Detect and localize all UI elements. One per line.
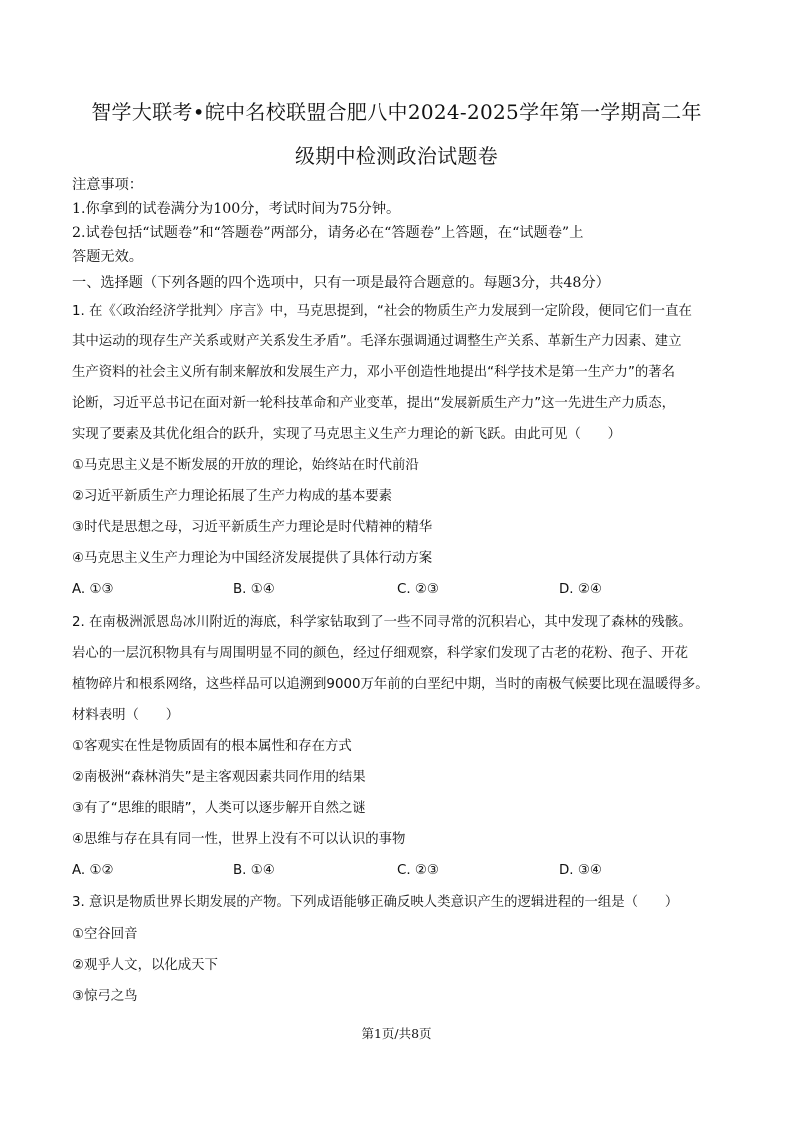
q2-option-b: B. ①④ <box>233 863 275 878</box>
q2-option-a: A. ①② <box>72 863 114 878</box>
q2-stem-line-3: 植物碎片和根系网络，这些样品可以追溯到9000万年前的白垩纪中期，当时的南极气候要比现在温暖得多。 <box>72 677 709 692</box>
q2-option-c: C. ②③ <box>397 863 439 878</box>
q1-statement-2: ②习近平新质生产力理论拓展了生产力构成的基本要素 <box>72 489 392 504</box>
q1-options <box>72 582 722 600</box>
q1-stem-line-1: 1. 在《〈政治经济学批判〉序言》中，马克思提到，“社会的物质生产力发展到一定阶段，便同它们一直在 <box>72 304 692 319</box>
q2-option-d: D. ③④ <box>559 863 602 878</box>
exam-title-line-2: 级期中检测政治试题卷 <box>295 144 498 168</box>
q2-statement-4: ④思维与存在具有同一性，世界上没有不可以认识的事物 <box>72 832 406 847</box>
q1-statement-3: ③时代是思想之母，习近平新质生产力理论是时代精神的精华 <box>72 520 433 535</box>
section-heading: 一、选择题（下列各题的四个选项中，只有一项是最符合题意的。每题3分，共48分） <box>72 275 610 291</box>
q3-stem-line-1: 3. 意识是物质世界长期发展的产物。下列成语能够正确反映人类意识产生的逻辑进程的一组是（ ） <box>72 895 679 910</box>
q2-statement-1: ①客观实在性是物质固有的根本属性和存在方式 <box>72 739 352 754</box>
q1-statement-4: ④马克思主义生产力理论为中国经济发展提供了具体行动方案 <box>72 551 433 566</box>
q1-option-c: C. ②③ <box>397 582 439 597</box>
q2-options <box>72 863 722 881</box>
notice-item-2-line-1: 2.试卷包括“试题卷”和“答题卷”两部分，请务必在“答题卷”上答题，在“试题卷”上 <box>72 225 584 241</box>
q1-stem-line-3: 生产资料的社会主义所有制来解放和发展生产力，邓小平创造性地提出“科学技术是第一生产力”的著名 <box>72 365 676 380</box>
q1-option-b: B. ①④ <box>233 582 275 597</box>
notice-heading: 注意事项： <box>72 177 143 193</box>
q1-statement-1: ①马克思主义是不断发展的开放的理论，始终站在时代前沿 <box>72 458 419 473</box>
q2-statement-2: ②南极洲“森林消失”是主客观因素共同作用的结果 <box>72 770 366 785</box>
q3-statement-3: ③惊弓之鸟 <box>72 989 138 1004</box>
notice-item-2-line-2: 答题无效。 <box>72 249 143 265</box>
q3-statement-2: ②观乎人文，以化成天下 <box>72 958 218 973</box>
q1-stem-line-5: 实现了要素及其优化组合的跃升，实现了马克思主义生产力理论的新飞跃。由此可见（ ） <box>72 427 622 442</box>
q2-statement-3: ③有了“思维的眼睛”，人类可以逐步解开自然之谜 <box>72 801 366 816</box>
q2-stem-line-1: 2. 在南极洲派恩岛冰川附近的海底，科学家钻取到了一些不同寻常的沉积岩心，其中发现了森林的残骸。 <box>72 615 692 630</box>
q2-stem-line-2: 岩心的一层沉积物具有与周围明显不同的颜色，经过仔细观察，科学家们发现了古老的花粉、孢子、开花 <box>72 646 688 661</box>
q1-option-a: A. ①③ <box>72 582 114 597</box>
notice-item-1: 1.你拿到的试卷满分为100分，考试时间为75分钟。 <box>72 201 401 217</box>
exam-title-line-1: 智学大联考•皖中名校联盟合肥八中2024-2025学年第一学期高二年 <box>91 100 702 124</box>
q3-statement-1: ①空谷回音 <box>72 927 138 942</box>
q1-option-d: D. ②④ <box>559 582 602 597</box>
q2-stem-line-4: 材料表明（ ） <box>72 708 180 723</box>
q1-stem-line-4: 论断，习近平总书记在面对新一轮科技革命和产业变革，提出“发展新质生产力”这一先进生产力质态， <box>72 396 676 411</box>
page-number: 第1页/共8页 <box>361 1026 432 1041</box>
q1-stem-line-2: 其中运动的现存生产关系或财产关系发生矛盾”。毛泽东强调通过调整生产关系、革新生产力因素、建立 <box>72 334 682 349</box>
